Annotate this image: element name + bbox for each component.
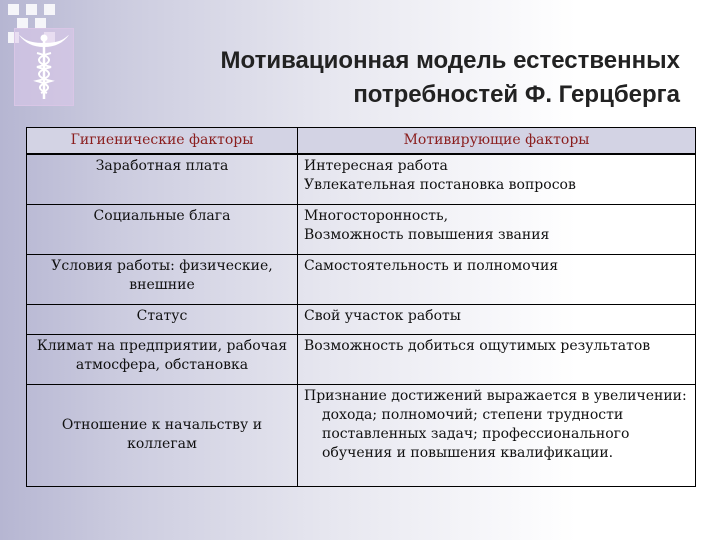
motivator-line: обучения и повышения квалификации.: [322, 444, 614, 461]
motivator-cell: [298, 304, 696, 334]
motivator-line: Многосторонность,: [304, 207, 449, 224]
motivator-line: дохода; полномочий; степени трудности: [322, 406, 624, 423]
motivator-line: Возможность добиться ощутимых результатов: [304, 337, 651, 354]
table-row: [27, 334, 696, 384]
page-title: [120, 44, 680, 112]
table-row: [27, 204, 696, 254]
motivator-cell: [298, 254, 696, 304]
motivator-line: Возможность повышения звания: [304, 226, 550, 243]
hygiene-cell: Условия работы: физические, внешние: [27, 254, 298, 304]
hygiene-cell: Климат на предприятии, рабочая атмосфера, обстановка: [27, 334, 298, 384]
hygiene-cell: Заработная плата: [27, 154, 298, 204]
motivator-line: Интересная работа: [304, 158, 448, 174]
hygiene-cell: Социальные блага: [27, 204, 298, 254]
caduceus-icon: [14, 28, 74, 106]
table-row: [27, 304, 696, 334]
motivator-line: Самостоятельность и полномочия: [304, 257, 559, 274]
table-row: [27, 384, 696, 486]
motivator-line: поставленных задач; профессионального: [322, 425, 630, 442]
header-hygiene-factors: Гигиенические факторы: [27, 128, 298, 155]
herzberg-table: [26, 127, 696, 487]
table-row: [27, 254, 696, 304]
title-line-2: потребностей Ф. Герцберга: [353, 81, 680, 108]
title-line-1: Мотивационная модель естественных: [220, 47, 680, 74]
motivator-cell: [298, 204, 696, 254]
header-motivating-factors: Мотивирующие факторы: [298, 128, 696, 155]
table-header-row: [27, 128, 696, 155]
hygiene-cell: Отношение к начальству и коллегам: [27, 384, 298, 486]
motivator-line: Свой участок работы: [304, 307, 461, 324]
motivator-cell: [298, 154, 696, 204]
motivator-cell: [298, 384, 696, 486]
motivator-line: Увлекательная постановка вопросов: [304, 177, 576, 193]
hygiene-cell: Статус: [27, 304, 298, 334]
motivator-cell: [298, 334, 696, 384]
motivator-line: Признание достижений выражается в увеличении:: [304, 387, 687, 404]
table-row: [27, 154, 696, 204]
